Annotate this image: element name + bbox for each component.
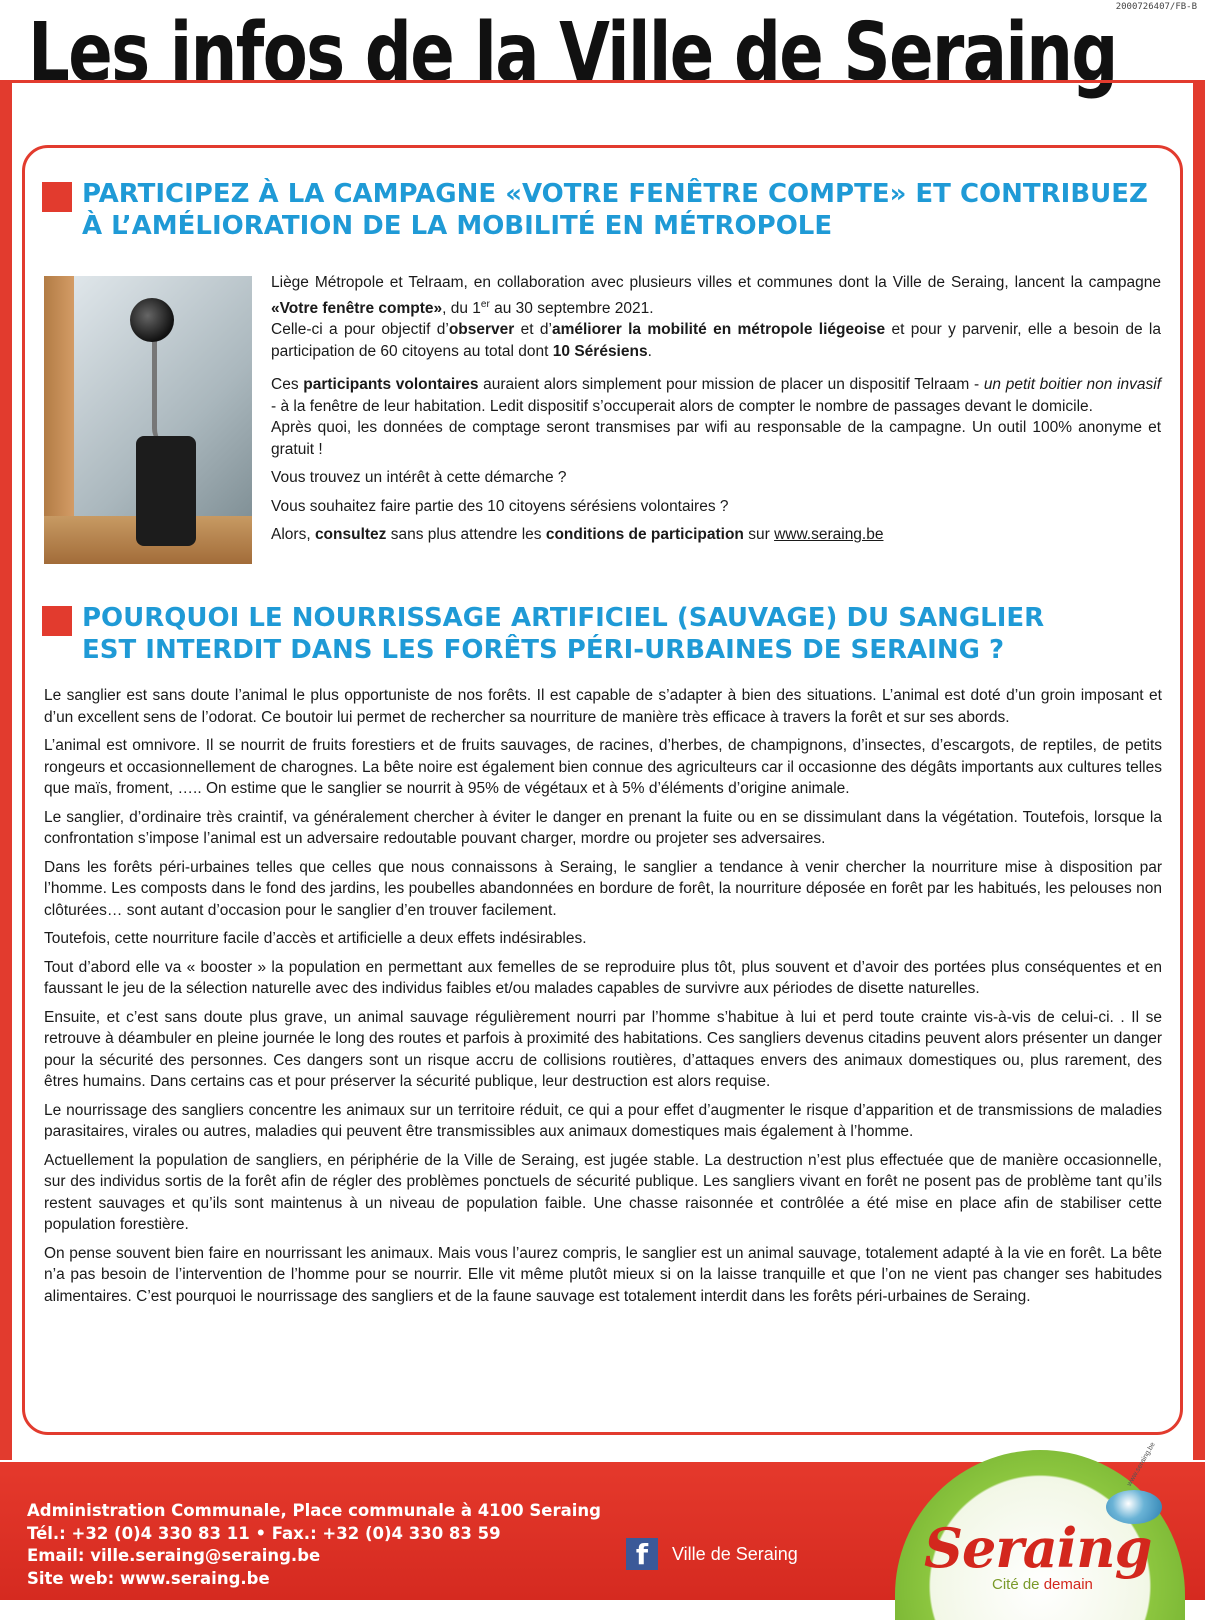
section1-paragraph: Alors, consultez sans plus attendre les conditions de participation sur www.seraing.be <box>271 526 884 544</box>
facebook-icon: f <box>626 1538 658 1570</box>
footer-phone-fax: Tél.: +32 (0)4 330 83 11 • Fax.: +32 (0)4 330 83 59 <box>27 1523 501 1543</box>
section1-title-line1: PARTICIPEZ À LA CAMPAGNE «VOTRE FENÊTRE COMPTE» ET CONTRIBUEZ <box>82 179 1148 209</box>
section1-paragraph: Vous trouvez un intérêt à cette démarche ? <box>271 469 567 487</box>
section2-heading <box>42 602 1182 666</box>
seraing-website-link[interactable]: www.seraing.be <box>774 526 884 544</box>
reference-code: 2000726407/FB-B <box>1115 2 1197 12</box>
footer-address: Administration Communale, Place communale à 4100 Seraing <box>27 1501 601 1520</box>
section2-paragraph: Ensuite, et c’est sans doute plus grave, un animal sauvage régulièrement nourri par l’homme s’habitue à lui et perd toute crainte vis-à-vis de celui-ci. . Il se retrouve à déambuler en pleine journée le long des routes et parfois à proximité des habitations. Ces sangliers devenus citadins peuvent alors présenter un danger pour la sécurité des personnes. Ces dangers sont un risque accru de collisions routières, d’attaques envers des animaux domestiques ou, plus rarement, des êtres humains. Dans certains cas et pour préserver la sécurité publique, leur destruction est alors requise. <box>44 1008 1162 1090</box>
logo-url: www.seraing.be <box>1126 1441 1157 1488</box>
section2-title-line1: POURQUOI LE NOURRISSAGE ARTIFICIEL (SAUVAGE) DU SANGLIER <box>82 603 1045 633</box>
masthead-title: Les infos de la Ville de Seraing <box>28 6 1117 101</box>
camera-sensor-shape <box>130 298 174 342</box>
footer-contact <box>27 1500 601 1590</box>
section2-body <box>44 685 1162 1314</box>
section1-paragraph: Liège Métropole et Telraam, en collaboration avec plusieurs villes et communes dont la Ville de Seraing, lancent la campagne «Votre fenêtre compte», du 1er au 30 septembre 2021. Celle-ci a pour objectif d’observer et d’améliorer la mobilité en métropole liégeoise et pour y parvenir, elle a besoin de la participation de 60 citoyens au total dont 10 Sérésiens. <box>271 274 1161 360</box>
section2-paragraph: Le sanglier, d’ordinaire très craintif, va généralement chercher à éviter le danger en prenant la fuite ou en se dissimulant dans la végétation. Toutefois, lorsque la confrontation s’impose l’animal est un adversaire redoutable pouvant charger, mordre ou projeter ses adversaires. <box>44 808 1162 847</box>
section2-paragraph: On pense souvent bien faire en nourrissant les animaux. Mais vous l’aurez compris, le sanglier est un animal sauvage, totalement adapté à la vie en forêt. La bête n’a pas besoin de l’intervention de l’homme pour se nourrir. Elle vit même plutôt mieux si on la laisse tranquille et que l’on ne vient pas changer ses habitudes alimentaires. C’est pourquoi le nourrissage des sangliers et de la faune sauvage est totalement interdit dans les forêts péri-urbaines de Seraing. <box>44 1244 1162 1305</box>
section2-paragraph: L’animal est omnivore. Il se nourrit de fruits forestiers et de fruits sauvages, de racines, d’herbes, de champignons, d’insectes, d’escargots, de reptiles, de petits rongeurs et occasionnellement de charognes. La bête noire est également bien connue des agriculteurs car il occasionne des dégâts importants aux cultures telles que maïs, froment, ….. On estime que le sanglier se nourrit à 95% de végétaux et à 5% d’éléments d’origine animale. <box>44 737 1162 797</box>
red-square-icon <box>42 182 72 212</box>
facebook-link[interactable] <box>626 1538 798 1570</box>
telraam-device-photo <box>44 276 252 564</box>
footer-email[interactable]: Email: ville.seraing@seraing.be <box>27 1546 321 1565</box>
section1-body <box>271 272 1161 553</box>
section2-paragraph: Toutefois, cette nourriture facile d’accès et artificielle a deux effets indésirables. <box>44 930 587 947</box>
section2-title <box>82 602 1182 666</box>
logo-wordmark: Seraing <box>924 1516 1152 1580</box>
section2-paragraph: Le nourrissage des sangliers concentre les animaux sur un territoire réduit, ce qui a pour effet d’augmenter le risque d’apparition et de transmissions de maladies parasitaires, virales ou autres, maladies qui peuvent être transmissibles aux animaux domestiques mais également à l’homme. <box>44 1101 1162 1140</box>
footer-website[interactable]: Site web: www.seraing.be <box>27 1568 270 1588</box>
section2-paragraph: Tout d’abord elle va « booster » la population en permettant aux femelles de se reproduire plus tôt, plus souvent et d’avoir des portées plus conséquentes et en faussant le jeu de la sélection naturelle avec des individus faibles et/ou malades capables de survivre aux périodes de disette naturelles. <box>44 958 1162 997</box>
section2-title-line2: EST INTERDIT DANS LES FORÊTS PÉRI-URBAINES DE SERAING ? <box>82 635 1005 665</box>
logo-tagline: Cité de demain <box>992 1576 1093 1593</box>
section1-paragraph: Vous souhaitez faire partie des 10 citoyens sérésiens volontaires ? <box>271 497 729 515</box>
facebook-label: Ville de Seraing <box>672 1543 798 1564</box>
section2-paragraph: Dans les forêts péri-urbaines telles que celles que nous connaissons à Seraing, le sanglier a tendance à venir chercher la nourriture mise à disposition par l’homme. Les composts dans le fond des jardins, les poubelles abandonnées en bordure de forêt, la nourriture déposée en forêt par les habitués, les pelouses non clôturées… sont autant d’occasion pour le sanglier d’en trouver facilement. <box>44 858 1162 919</box>
device-box-shape <box>136 436 196 546</box>
seraing-logo <box>896 1441 1184 1600</box>
section1-heading <box>42 178 1182 242</box>
section1-title <box>82 178 1182 242</box>
red-square-icon <box>42 606 72 636</box>
section1-paragraph: Ces participants volontaires auraient alors simplement pour mission de placer un dispositif Telraam - un petit boitier non invasif - à la fenêtre de leur habitation. Ledit dispositif s’occuperait alors de compter le nombre de passages devant le domicile. Après quoi, les données de comptage seront transmises par wifi au responsable de la campagne. Un outil 100% anonyme et gratuit ! <box>271 376 1162 458</box>
section2-paragraph: Le sanglier est sans doute l’animal le plus opportuniste de nos forêts. Il est capable de s’adapter à bien des situations. L’animal est doté d’un groin imposant et d’un excellent sens de l’odorat. Ce boutoir lui permet de rechercher sa nourriture de manière très efficace à travers la forêt et sur ses abords. <box>44 687 1162 726</box>
section1-title-line2: À L’AMÉLIORATION DE LA MOBILITÉ EN MÉTROPOLE <box>82 211 833 241</box>
section2-paragraph: Actuellement la population de sangliers, en périphérie de la Ville de Seraing, est jugée stable. La destruction n’est plus effectuée que de manière occasionnelle, sur des individus sortis de la forêt afin de régler des problèmes ponctuels de sécurité publique. Les sangliers vivant en forêt ne posent pas de problème tant qu’ils restent sauvages et qu’ils sont maintenus à un niveau de population faible. Une chasse raisonnée et contrôlée a été mise en place afin de stabiliser cette population forestière. <box>44 1151 1162 1233</box>
